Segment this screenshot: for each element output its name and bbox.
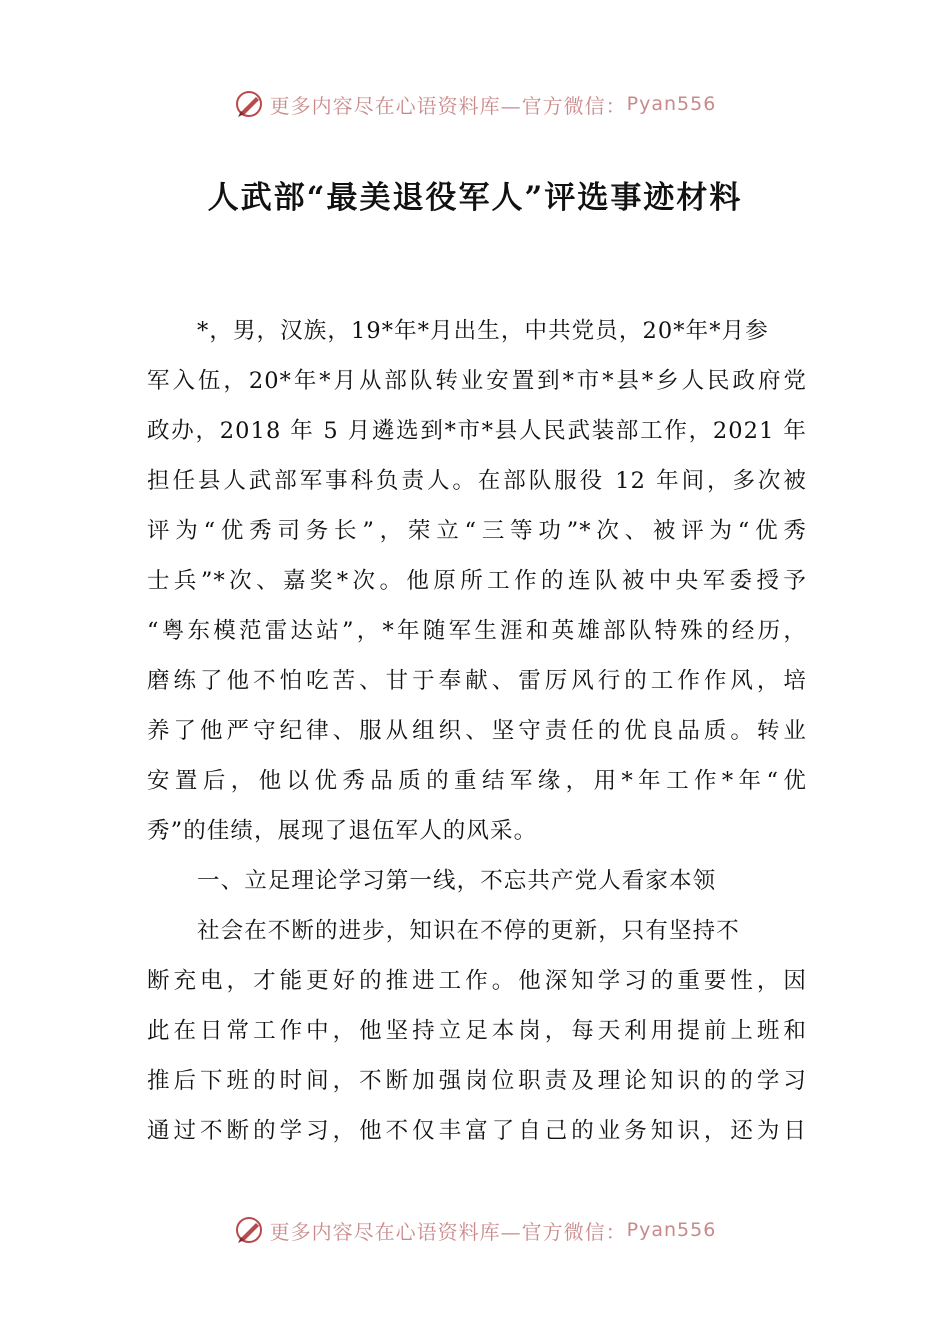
body-line: 评为“优秀司务长”，荣立“三等功”*次、被评为“优秀 (147, 518, 807, 544)
body-line: 断充电，才能更好的推进工作。他深知学习的重要性，因 (147, 968, 807, 994)
body-line: 此在日常工作中，他坚持立足本岗，每天利用提前上班和 (147, 1018, 807, 1044)
body-line: “粤东模范雷达站”，*年随军生涯和英雄部队特殊的经历， (147, 618, 807, 644)
watermark-wechat-id: Pyan556 (626, 1219, 717, 1241)
body-line: 担任县人武部军事科负责人。在部队服役 12 年间，多次被 (147, 468, 807, 494)
watermark-brand-text: 更多内容尽在心语资料库—官方微信： (269, 93, 627, 118)
watermark-wechat-id: Pyan556 (626, 93, 717, 115)
watermark-brand-text: 更多内容尽在心语资料库—官方微信： (269, 1219, 627, 1244)
watermark-banner-top (0, 84, 950, 124)
body-line: 养了他严守纪律、服从组织、坚守责任的优良品质。转业 (147, 718, 807, 744)
body-line: 磨练了他不怕吃苦、甘于奉献、雷厉风行的工作作风，培 (147, 668, 807, 694)
watermark-banner-bottom (0, 1210, 950, 1250)
document-body (147, 306, 807, 1156)
body-line: 通过不断的学习，他不仅丰富了自己的业务知识，还为日 (147, 1118, 807, 1144)
pen-circle-logo-icon (234, 89, 264, 119)
body-line: 秀”的佳绩，展现了退伍军人的风采。 (147, 818, 538, 844)
body-line: *，男，汉族，19*年*月出生，中共党员，20*年*月参 (197, 318, 769, 344)
pen-circle-logo-icon (234, 1215, 264, 1245)
section-heading: 一、立足理论学习第一线，不忘共产党人看家本领 (197, 868, 717, 894)
body-line: 安置后，他以优秀品质的重结军缘，用*年工作*年“优 (147, 768, 807, 794)
body-line: 军入伍，20*年*月从部队转业安置到*市*县*乡人民政府党 (147, 368, 807, 394)
body-line: 士兵”*次、嘉奖*次。他原所工作的连队被中央军委授予 (147, 568, 807, 594)
document-title: 人武部“最美退役军人”评选事迹材料 (207, 180, 743, 216)
body-line: 推后下班的时间，不断加强岗位职责及理论知识的的学习 (147, 1068, 807, 1094)
body-line: 政办，2018 年 5 月遴选到*市*县人民武装部工作，2021 年 (147, 418, 807, 444)
body-line: 社会在不断的进步，知识在不停的更新，只有坚持不 (197, 918, 740, 944)
